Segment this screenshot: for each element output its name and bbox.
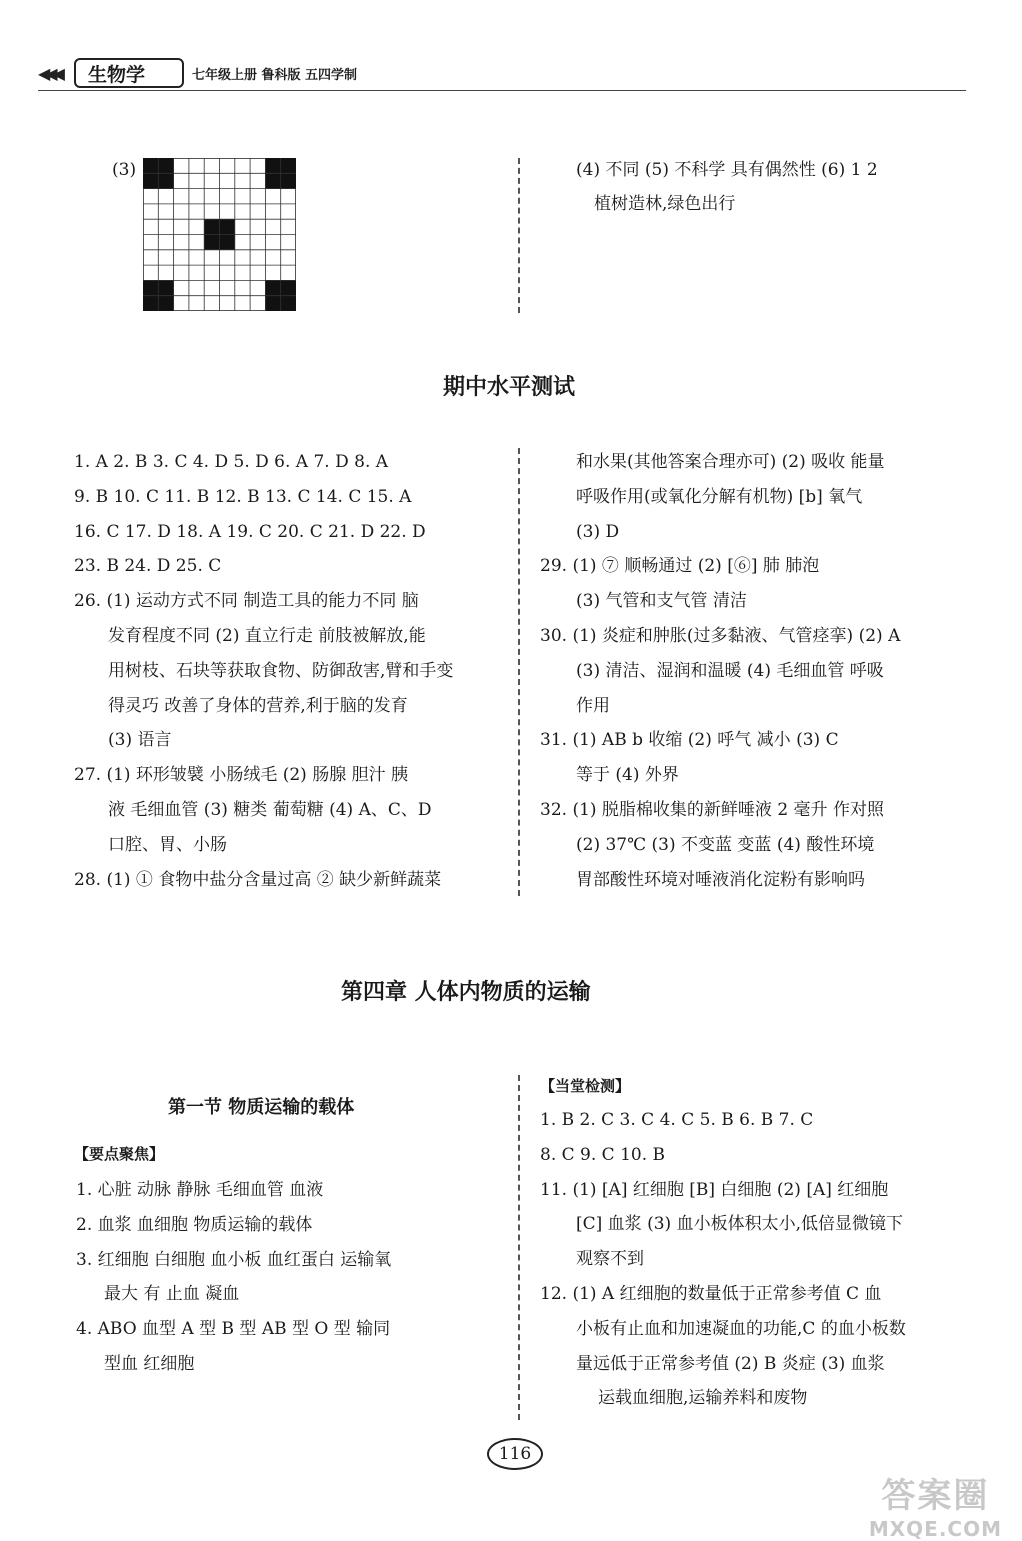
answer-line: 液 毛细血管 (3) 糖类 葡萄糖 (4) A、C、D xyxy=(108,800,432,820)
answer-line: 型血 红细胞 xyxy=(104,1354,195,1374)
section-title: 第一节 物质运输的载体 xyxy=(168,1097,355,1118)
watermark xyxy=(869,1468,1002,1541)
answer-line: (3) 气管和支气管 清洁 xyxy=(576,591,747,612)
answer-line: 运载血细胞,运输养料和废物 xyxy=(598,1388,808,1409)
answer-line: 呼吸作用(或氧化分解有机物) [b] 氧气 xyxy=(576,486,863,507)
answer-line: 1. A 2. B 3. C 4. D 5. D 6. A 7. D 8. A xyxy=(74,452,389,472)
grid-label: (3) xyxy=(112,160,137,180)
answer-line: [C] 血浆 (3) 血小板体积太小,低倍显微镜下 xyxy=(576,1214,903,1235)
answer-line: 量远低于正常参考值 (2) B 炎症 (3) 血浆 xyxy=(576,1353,885,1374)
answer-line: 小板有止血和加速凝血的功能,C 的血小板数 xyxy=(576,1318,906,1339)
header-rule xyxy=(38,90,966,91)
back-arrows-icon: ◀◀◀ xyxy=(38,64,60,83)
answer-line: 4. ABO 血型 A 型 B 型 AB 型 O 型 输同 xyxy=(76,1319,391,1340)
answer-line: 27. (1) 环形皱襞 小肠绒毛 (2) 肠腺 胆汁 胰 xyxy=(74,765,409,786)
watermark-url: MXQE.COM xyxy=(868,1517,1002,1541)
answer-line: 口腔、胃、小肠 xyxy=(108,834,227,855)
answer-line: 30. (1) 炎症和肿胀(过多黏液、气管痉挛) (2) A xyxy=(540,626,901,646)
pattern-grid xyxy=(143,158,296,311)
answer-line: (2) 37℃ (3) 不变蓝 变蓝 (4) 酸性环境 xyxy=(576,834,875,855)
answer-line: 3. 红细胞 白细胞 血小板 血红蛋白 运输氧 xyxy=(76,1249,392,1270)
answer-line: 等于 (4) 外界 xyxy=(576,765,679,786)
watermark-logo-text: 答案圈 xyxy=(881,1476,990,1516)
answer-line: 得灵巧 改善了身体的营养,利于脑的发育 xyxy=(108,695,408,716)
key-points-label: 【要点聚焦】 xyxy=(74,1145,165,1163)
answer-line: 作用 xyxy=(576,695,610,716)
answer-line: (3) 清洁、湿润和温暖 (4) 毛细血管 呼吸 xyxy=(576,660,884,681)
answer-line: 1. B 2. C 3. C 4. C 5. B 6. B 7. C xyxy=(540,1110,814,1130)
answer-line: 发育程度不同 (2) 直立行走 前肢被解放,能 xyxy=(108,626,426,646)
page-number: 116 xyxy=(487,1438,543,1470)
chapter-title: 第四章 人体内物质的运输 xyxy=(341,980,591,1005)
answer-line: 最大 有 止血 凝血 xyxy=(104,1284,240,1305)
answer-line: 16. C 17. D 18. A 19. C 20. C 21. D 22. D xyxy=(74,521,426,542)
answer-line: 8. C 9. C 10. B xyxy=(540,1144,666,1165)
answer-line: 用树枝、石块等获取食物、防御敌害,臂和手变 xyxy=(108,660,454,681)
answer-line: 26. (1) 运动方式不同 制造工具的能力不同 脑 xyxy=(74,591,419,612)
answer-line: 植树造林,绿色出行 xyxy=(594,194,736,214)
book-info: 七年级上册 鲁科版 五四学制 xyxy=(192,68,358,83)
answer-line: (3) 语言 xyxy=(108,730,172,751)
answer-line: 2. 血浆 血细胞 物质运输的载体 xyxy=(76,1214,313,1235)
answer-line: 23. B 24. D 25. C xyxy=(74,556,222,577)
classroom-check-label: 【当堂检测】 xyxy=(540,1077,631,1095)
answer-line: (3) D xyxy=(576,521,620,542)
answer-line: 胃部酸性环境对唾液消化淀粉有影响吗 xyxy=(576,869,865,890)
answer-line: 和水果(其他答案合理亦可) (2) 吸收 能量 xyxy=(576,452,885,472)
answer-line: 1. 心脏 动脉 静脉 毛细血管 血液 xyxy=(76,1180,324,1200)
answer-line: 11. (1) [A] 红细胞 [B] 白细胞 (2) [A] 红细胞 xyxy=(540,1179,889,1200)
subject-badge: 生物学 xyxy=(74,58,184,88)
answer-line: 29. (1) ⑦ 顺畅通过 (2) [⑥] 肺 肺泡 xyxy=(540,556,820,577)
column-divider-top xyxy=(518,158,520,313)
midterm-title: 期中水平测试 xyxy=(443,375,576,400)
pattern-grid-figure xyxy=(143,158,296,311)
answer-line: 观察不到 xyxy=(576,1249,644,1270)
answer-line: 28. (1) ① 食物中盐分含量过高 ② 缺少新鲜蔬菜 xyxy=(74,869,442,890)
answer-line: (4) 不同 (5) 不科学 具有偶然性 (6) 1 2 xyxy=(576,160,878,180)
answer-line: 32. (1) 脱脂棉收集的新鲜唾液 2 毫升 作对照 xyxy=(540,800,884,820)
column-divider-mid xyxy=(518,448,520,896)
answer-line: 12. (1) A 红细胞的数量低于正常参考值 C 血 xyxy=(540,1284,882,1304)
answer-line: 31. (1) AB b 收缩 (2) 呼气 减小 (3) C xyxy=(540,730,839,751)
column-divider-chapter xyxy=(518,1075,520,1420)
answer-line: 9. B 10. C 11. B 12. B 13. C 14. C 15. A xyxy=(74,486,412,507)
